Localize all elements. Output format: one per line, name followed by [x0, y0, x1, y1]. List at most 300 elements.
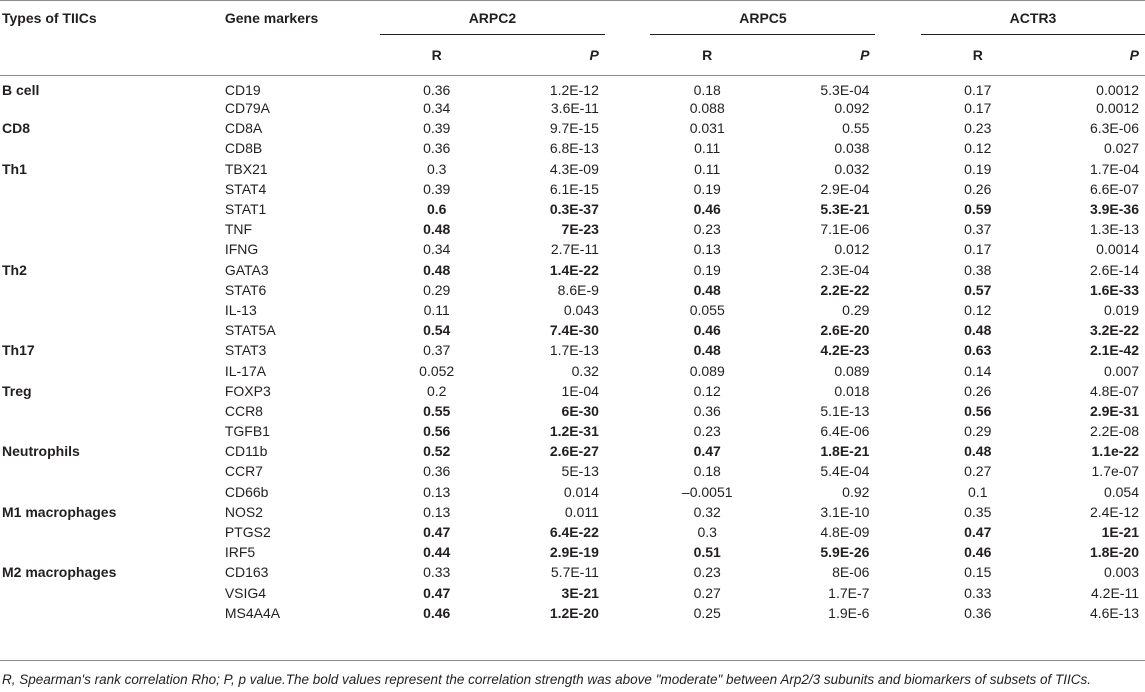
cell-arpc2-p: 1.2E-12: [549, 82, 599, 98]
cell-actr3-r: 0.12: [964, 140, 992, 157]
cell-actr3-p: 0.0014: [1096, 241, 1139, 258]
column-gap: [875, 118, 921, 138]
table-row: [0, 199, 1145, 219]
cell-cell-type: [0, 542, 218, 562]
header-gene-markers: Gene markers: [218, 1, 380, 35]
cell-arpc2-r: 0.46: [423, 604, 451, 621]
column-gap: [605, 360, 651, 380]
cell-actr3-p: 6.3E-06: [1089, 120, 1139, 137]
cell-actr3-p: 3.2E-22: [1089, 322, 1139, 339]
column-gap: [875, 381, 921, 401]
column-gap: [605, 340, 651, 360]
column-gap: [875, 401, 921, 421]
cell-actr3-r: 0.36: [964, 604, 992, 621]
cell-arpc2-p: 1E-04: [561, 382, 599, 399]
column-gap: [875, 522, 921, 542]
cell-arpc2-p: 6.1E-15: [549, 180, 599, 197]
table-row: [0, 138, 1145, 158]
column-gap: [605, 603, 651, 623]
table-row: [0, 76, 1145, 99]
cell-gene-marker: IL-13: [224, 301, 257, 318]
cell-arpc5-p: 3.1E-10: [820, 503, 870, 520]
cell-arpc5-r: 0.089: [689, 362, 725, 379]
column-gap: [875, 441, 921, 461]
cell-arpc2-r: 0.29: [423, 281, 451, 298]
cell-arpc2-r: 0.34: [423, 241, 451, 258]
cell-gene-marker: IL-17A: [224, 362, 267, 379]
cell-arpc2-p: 7E-23: [561, 221, 599, 238]
cell-arpc2-p: 0.014: [563, 483, 599, 500]
cell-actr3-r: 0.26: [964, 180, 992, 197]
cell-arpc2-p: 2.6E-27: [549, 443, 599, 460]
cell-arpc5-p: 5.3E-21: [820, 201, 870, 218]
cell-gene-marker: MS4A4A: [224, 604, 281, 621]
header-p: P: [860, 47, 870, 63]
cell-actr3-r: 0.59: [964, 201, 992, 218]
cell-gene-marker: TNF: [224, 221, 253, 238]
header-types: Types of TIICs: [0, 1, 218, 35]
table-row: [0, 562, 1145, 582]
cell-arpc5-r: 0.51: [693, 544, 721, 561]
cell-gene-marker: STAT4: [224, 180, 267, 197]
cell-arpc2-r: 0.2: [426, 382, 447, 399]
cell-actr3-p: 2.9E-31: [1089, 402, 1139, 419]
table-row: [0, 482, 1145, 502]
cell-arpc5-p: 0.012: [834, 241, 870, 258]
table-row: [0, 583, 1145, 603]
cell-cell-type: [0, 360, 218, 380]
cell-gene-marker: CD8B: [224, 140, 263, 157]
column-gap: [605, 219, 651, 239]
cell-gene-marker: STAT3: [224, 342, 267, 359]
cell-arpc5-r: 0.27: [693, 584, 721, 601]
cell-cell-type: B cell: [2, 82, 40, 98]
cell-actr3-r: 0.19: [964, 160, 992, 177]
header-p: P: [1129, 47, 1139, 63]
table-row: [0, 522, 1145, 542]
cell-arpc5-p: 2.2E-22: [820, 281, 870, 298]
table-row: [0, 98, 1145, 118]
cell-cell-type: Treg: [2, 382, 32, 399]
cell-arpc5-r: 0.46: [693, 201, 721, 218]
cell-arpc2-p: 0.3E-37: [549, 201, 599, 218]
cell-cell-type: [0, 280, 218, 300]
cell-gene-marker: IFNG: [224, 241, 259, 258]
header-arpc5: ARPC5: [650, 1, 875, 35]
cell-gene-marker: TGFB1: [224, 423, 270, 440]
cell-actr3-r: 0.12: [964, 301, 992, 318]
cell-gene-marker: VSIG4: [224, 584, 267, 601]
cell-cell-type: [0, 522, 218, 542]
cell-arpc2-r: 0.44: [423, 544, 451, 561]
cell-arpc2-r: 0.47: [423, 524, 451, 541]
cell-arpc2-r: 0.36: [423, 463, 451, 480]
column-gap: [875, 482, 921, 502]
cell-gene-marker: TBX21: [224, 160, 268, 177]
cell-arpc2-p: 7.4E-30: [549, 322, 599, 339]
cell-actr3-r: 0.37: [964, 221, 992, 238]
cell-arpc2-r: 0.6: [426, 201, 447, 218]
column-gap: [875, 542, 921, 562]
cell-gene-marker: PTGS2: [224, 524, 271, 541]
cell-arpc2-r: 0.56: [423, 423, 451, 440]
cell-arpc2-r: 0.55: [423, 402, 451, 419]
cell-cell-type: [0, 461, 218, 481]
cell-arpc5-p: 0.55: [842, 120, 870, 137]
cell-arpc5-p: 5.4E-04: [820, 463, 870, 480]
cell-arpc5-p: 8E-06: [832, 564, 870, 581]
header-r: R: [702, 47, 713, 63]
cell-actr3-p: 1.7E-04: [1089, 160, 1139, 177]
cell-arpc5-p: 0.92: [842, 483, 870, 500]
cell-arpc2-p: 8.6E-9: [557, 281, 599, 298]
cell-arpc5-r: 0.18: [693, 82, 721, 98]
column-gap: [605, 421, 651, 441]
cell-gene-marker: GATA3: [224, 261, 269, 278]
column-gap: [605, 179, 651, 199]
cell-cell-type: [0, 138, 218, 158]
cell-arpc5-r: 0.13: [693, 241, 721, 258]
table-row: [0, 502, 1145, 522]
header-r: R: [431, 47, 442, 63]
column-gap: [875, 360, 921, 380]
cell-arpc2-p: 6.4E-22: [549, 524, 599, 541]
column-gap: [875, 76, 921, 99]
cell-actr3-r: 0.26: [964, 382, 992, 399]
table-row: [0, 118, 1145, 138]
table-row: [0, 381, 1145, 401]
table-row: [0, 603, 1145, 623]
cell-arpc2-p: 0.32: [571, 362, 599, 379]
cell-arpc2-p: 6E-30: [561, 402, 599, 419]
cell-cell-type: Neutrophils: [2, 443, 80, 460]
header-arpc2: ARPC2: [380, 1, 605, 35]
cell-arpc5-p: 0.089: [834, 362, 870, 379]
column-gap: [875, 219, 921, 239]
cell-gene-marker: FOXP3: [224, 382, 271, 399]
cell-arpc5-r: 0.36: [693, 402, 721, 419]
cell-arpc5-r: 0.055: [689, 301, 725, 318]
column-gap: [605, 461, 651, 481]
table-row: [0, 159, 1145, 179]
cell-arpc2-p: 1.2E-31: [549, 423, 599, 440]
column-gap: [605, 562, 651, 582]
cell-actr3-r: 0.48: [964, 443, 992, 460]
cell-cell-type: [0, 320, 218, 340]
table-row: [0, 340, 1145, 360]
column-gap: [875, 502, 921, 522]
column-gap: [605, 583, 651, 603]
cell-actr3-p: 2.2E-08: [1089, 423, 1139, 440]
column-gap: [605, 260, 651, 280]
cell-gene-marker: CCR8: [224, 402, 263, 419]
cell-arpc2-p: 3E-21: [561, 584, 599, 601]
cell-actr3-p: 6.6E-07: [1089, 180, 1139, 197]
cell-arpc5-p: 0.032: [834, 160, 870, 177]
cell-arpc5-r: 0.32: [693, 503, 721, 520]
cell-actr3-p: 3.9E-36: [1089, 201, 1139, 218]
column-gap: [875, 461, 921, 481]
column-gap: [605, 138, 651, 158]
cell-actr3-r: 0.47: [964, 524, 992, 541]
column-gap: [605, 280, 651, 300]
cell-actr3-r: 0.17: [964, 100, 992, 117]
cell-arpc2-r: 0.52: [423, 443, 451, 460]
cell-actr3-p: 2.4E-12: [1089, 503, 1139, 520]
cell-actr3-r: 0.27: [964, 463, 992, 480]
cell-arpc2-r: 0.54: [423, 322, 451, 339]
column-gap: [605, 239, 651, 259]
cell-cell-type: CD8: [2, 120, 31, 137]
cell-arpc2-r: 0.36: [423, 82, 451, 98]
column-gap: [605, 199, 651, 219]
cell-gene-marker: NOS2: [224, 503, 263, 520]
cell-gene-marker: STAT5A: [224, 322, 276, 339]
cell-cell-type: [0, 179, 218, 199]
cell-arpc5-r: 0.18: [693, 463, 721, 480]
cell-arpc2-r: 0.052: [419, 362, 455, 379]
cell-actr3-p: 4.2E-11: [1091, 584, 1139, 601]
cell-cell-type: M2 macrophages: [2, 564, 117, 581]
cell-arpc5-r: 0.19: [693, 261, 721, 278]
cell-gene-marker: IRF5: [224, 544, 256, 561]
column-gap: [605, 542, 651, 562]
cell-actr3-r: 0.63: [964, 342, 992, 359]
cell-actr3-p: 0.003: [1103, 564, 1139, 581]
column-gap: [605, 381, 651, 401]
cell-arpc5-r: –0.0051: [681, 483, 733, 500]
column-gap: [605, 441, 651, 461]
cell-actr3-p: 0.054: [1103, 483, 1139, 500]
cell-arpc2-p: 5.7E-11: [550, 564, 599, 581]
cell-actr3-p: 1.8E-20: [1089, 544, 1139, 561]
cell-arpc5-r: 0.11: [694, 160, 721, 177]
column-gap: [605, 159, 651, 179]
cell-actr3-p: 1.3E-13: [1089, 221, 1139, 238]
cell-arpc2-p: 6.8E-13: [549, 140, 599, 157]
cell-cell-type: [0, 239, 218, 259]
table-row: [0, 461, 1145, 481]
cell-arpc5-p: 2.9E-04: [820, 180, 870, 197]
cell-actr3-p: 2.1E-42: [1089, 342, 1139, 359]
cell-actr3-p: 0.0012: [1096, 100, 1139, 117]
cell-arpc5-r: 0.19: [693, 180, 721, 197]
cell-arpc5-p: 1.9E-6: [828, 604, 870, 621]
cell-arpc2-r: 0.13: [423, 483, 451, 500]
cell-gene-marker: CD79A: [224, 100, 270, 117]
column-gap: [605, 320, 651, 340]
column-gap: [605, 98, 651, 118]
cell-arpc5-p: 4.2E-23: [820, 342, 870, 359]
table-footnote: R, Spearman's rank correlation Rho; P, p value.The bold values represent the correlation strength was above "moderate" between Arp2/3 subunits and biomarkers of subsets of TIICs.: [0, 660, 1145, 687]
cell-actr3-r: 0.14: [964, 362, 992, 379]
cell-arpc2-r: 0.11: [423, 301, 450, 318]
cell-actr3-r: 0.29: [964, 423, 992, 440]
cell-actr3-p: 4.6E-13: [1089, 604, 1139, 621]
cell-arpc2-r: 0.33: [423, 564, 451, 581]
cell-arpc5-p: 5.9E-26: [820, 544, 870, 561]
cell-arpc2-p: 9.7E-15: [549, 120, 599, 137]
cell-actr3-p: 1.7e-07: [1091, 463, 1139, 480]
cell-arpc5-p: 5.3E-04: [820, 82, 870, 98]
cell-actr3-r: 0.46: [964, 544, 992, 561]
cell-arpc2-r: 0.39: [423, 120, 451, 137]
column-gap: [605, 300, 651, 320]
cell-cell-type: [0, 219, 218, 239]
cell-gene-marker: CD66b: [224, 483, 269, 500]
cell-actr3-r: 0.48: [964, 322, 992, 339]
cell-arpc5-r: 0.3: [697, 524, 717, 541]
cell-actr3-p: 0.007: [1103, 362, 1139, 379]
cell-arpc5-r: 0.46: [693, 322, 721, 339]
cell-actr3-r: 0.33: [964, 584, 992, 601]
cell-arpc2-p: 3.6E-11: [550, 100, 599, 117]
cell-arpc5-p: 5.1E-13: [820, 402, 870, 419]
cell-cell-type: [0, 583, 218, 603]
cell-arpc2-p: 1.7E-13: [549, 342, 599, 359]
cell-arpc2-r: 0.36: [423, 140, 451, 157]
column-gap: [605, 502, 651, 522]
cell-arpc2-p: 4.3E-09: [549, 160, 599, 177]
cell-actr3-r: 0.35: [964, 503, 992, 520]
column-gap: [875, 138, 921, 158]
column-gap: [875, 239, 921, 259]
column-gap: [875, 583, 921, 603]
cell-arpc5-p: 0.038: [834, 140, 870, 157]
cell-arpc2-r: 0.3: [426, 160, 447, 177]
cell-gene-marker: CD163: [224, 564, 269, 581]
cell-actr3-p: 2.6E-14: [1089, 261, 1139, 278]
cell-arpc5-r: 0.031: [689, 120, 725, 137]
table-row: [0, 300, 1145, 320]
cell-arpc5-r: 0.11: [694, 140, 721, 157]
table-body: [0, 76, 1145, 623]
cell-cell-type: [0, 300, 218, 320]
cell-arpc5-r: 0.12: [693, 382, 721, 399]
column-gap: [875, 179, 921, 199]
cell-cell-type: Th17: [2, 342, 35, 359]
cell-arpc5-p: 0.018: [834, 382, 870, 399]
cell-arpc2-r: 0.48: [423, 221, 451, 238]
cell-actr3-p: 1.6E-33: [1089, 281, 1139, 298]
cell-arpc2-r: 0.13: [423, 503, 451, 520]
cell-actr3-p: 0.019: [1103, 301, 1139, 318]
table-row: [0, 421, 1145, 441]
column-gap: [875, 340, 921, 360]
column-gap: [875, 280, 921, 300]
cell-actr3-r: 0.1: [968, 483, 988, 500]
table-row: [0, 219, 1145, 239]
cell-gene-marker: CD8A: [224, 120, 263, 137]
table-row: [0, 401, 1145, 421]
column-gap: [605, 522, 651, 542]
table-row: [0, 441, 1145, 461]
cell-actr3-r: 0.23: [964, 120, 992, 137]
header-r: R: [972, 47, 983, 63]
cell-arpc2-p: 1.2E-20: [549, 604, 599, 621]
cell-arpc2-r: 0.47: [423, 584, 451, 601]
column-gap: [875, 562, 921, 582]
cell-arpc2-p: 0.011: [564, 503, 599, 520]
cell-actr3-r: 0.17: [964, 241, 992, 258]
table-row: [0, 320, 1145, 340]
cell-cell-type: [0, 401, 218, 421]
cell-arpc2-r: 0.34: [423, 100, 451, 117]
cell-gene-marker: CD19: [224, 82, 261, 98]
column-gap: [605, 76, 651, 99]
cell-arpc2-p: 0.043: [563, 301, 599, 318]
cell-arpc5-r: 0.23: [693, 564, 721, 581]
cell-arpc2-r: 0.37: [423, 342, 451, 359]
column-gap: [605, 482, 651, 502]
cell-arpc5-r: 0.25: [693, 604, 721, 621]
cell-arpc2-p: 2.7E-11: [550, 241, 599, 258]
cell-gene-marker: STAT6: [224, 281, 267, 298]
cell-cell-type: Th1: [2, 160, 27, 177]
column-gap: [875, 603, 921, 623]
cell-gene-marker: CCR7: [224, 463, 263, 480]
header-p: P: [589, 47, 599, 63]
column-gap: [875, 300, 921, 320]
column-gap: [605, 401, 651, 421]
cell-arpc5-r: 0.47: [693, 443, 721, 460]
table-row: [0, 542, 1145, 562]
cell-arpc5-p: 1.7E-7: [828, 584, 870, 601]
table-row: [0, 179, 1145, 199]
cell-arpc5-p: 7.1E-06: [820, 221, 870, 238]
cell-actr3-r: 0.57: [964, 281, 992, 298]
cell-actr3-r: 0.56: [964, 402, 992, 419]
column-gap: [875, 199, 921, 219]
cell-arpc2-p: 5E-13: [561, 463, 599, 480]
table-row: [0, 239, 1145, 259]
cell-actr3-p: 1.1e-22: [1091, 443, 1139, 460]
cell-arpc5-r: 0.088: [689, 100, 725, 117]
cell-actr3-p: 0.027: [1103, 140, 1139, 157]
cell-gene-marker: STAT1: [224, 201, 267, 218]
column-gap: [605, 118, 651, 138]
cell-arpc5-r: 0.48: [693, 342, 721, 359]
cell-arpc5-p: 6.4E-06: [820, 423, 870, 440]
cell-arpc5-r: 0.48: [693, 281, 721, 298]
cell-cell-type: [0, 482, 218, 502]
cell-arpc2-p: 2.9E-19: [549, 544, 599, 561]
cell-arpc2-r: 0.39: [423, 180, 451, 197]
cell-cell-type: M1 macrophages: [2, 503, 117, 520]
cell-arpc5-p: 4.8E-09: [820, 524, 870, 541]
table-row: [0, 260, 1145, 280]
cell-actr3-p: 4.8E-07: [1089, 382, 1139, 399]
cell-arpc5-p: 1.8E-21: [820, 443, 870, 460]
column-gap: [875, 98, 921, 118]
table-row: [0, 280, 1145, 300]
column-gap: [875, 320, 921, 340]
header-actr3: ACTR3: [921, 1, 1145, 35]
cell-actr3-r: 0.17: [964, 82, 992, 98]
table-row: [0, 360, 1145, 380]
cell-cell-type: Th2: [2, 261, 27, 278]
cell-arpc5-r: 0.23: [693, 423, 721, 440]
cell-cell-type: [0, 199, 218, 219]
cell-actr3-r: 0.15: [964, 564, 992, 581]
column-gap: [875, 159, 921, 179]
cell-arpc5-p: 2.6E-20: [820, 322, 870, 339]
cell-arpc2-r: 0.48: [423, 261, 451, 278]
column-gap: [875, 421, 921, 441]
cell-arpc5-p: 2.3E-04: [820, 261, 870, 278]
cell-gene-marker: CD11b: [224, 443, 268, 460]
cell-arpc5-r: 0.23: [693, 221, 721, 238]
